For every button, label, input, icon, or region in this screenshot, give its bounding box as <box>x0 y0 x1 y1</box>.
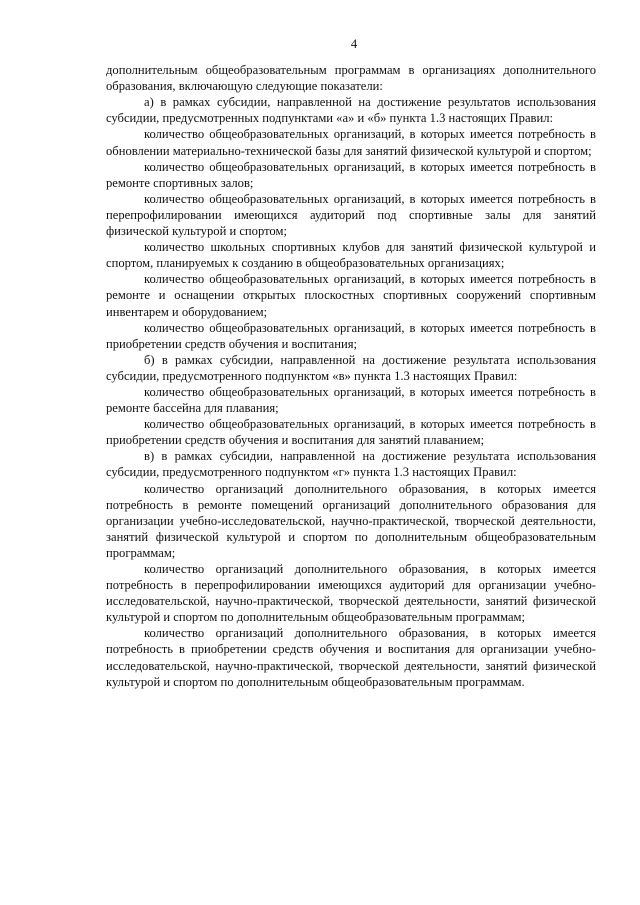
paragraph-indicator: количество общеобразовательных организаций, в которых имеется потребность в приобретении средств обучения и воспитания для занятий плаванием; <box>106 417 596 448</box>
paragraph-continuation: дополнительным общеобразовательным программам в организациях дополнительного образования, включающую следующие показатели: <box>106 63 596 94</box>
paragraph-item-b: б) в рамках субсидии, направленной на достижение результата использования субсидии, предусмотренного подпунктом «в» пункта 1.3 настоящих Правил: <box>106 352 596 383</box>
body-text <box>106 62 596 690</box>
paragraph-indicator: количество общеобразовательных организаций, в которых имеется потребность в ремонте и оснащении открытых плоскостных спортивных сооружений спортивным инвентарем и оборудованием; <box>106 272 596 319</box>
paragraph-indicator: количество школьных спортивных клубов для занятий физической культурой и спортом, планируемых к созданию в общеобразовательных организациях; <box>106 240 596 271</box>
paragraph-indicator: количество общеобразовательных организаций, в которых имеется потребность в ремонте спортивных залов; <box>106 159 596 190</box>
paragraph-item-a: а) в рамках субсидии, направленной на достижение результатов использования субсидии, предусмотренных подпунктами «а» и «б» пункта 1.3 настоящих Правил: <box>106 95 596 126</box>
paragraph-indicator: количество общеобразовательных организаций, в которых имеется потребность в перепрофилировании имеющихся аудиторий под спортивные залы для занятий физической культурой и спортом; <box>106 191 596 239</box>
paragraph-indicator: количество общеобразовательных организаций, в которых имеется потребность в ремонте бассейна для плавания; <box>106 384 596 416</box>
paragraph-indicator: количество общеобразовательных организаций, в которых имеется потребность в приобретении средств обучения и воспитания; <box>106 320 596 351</box>
paragraph-indicator: количество организаций дополнительного образования, в которых имеется потребность в приобретении средств обучения и воспитания для организации учебно-исследовательской, научно-практической, творческой деятельности, занятий физической культурой и спортом по дополнительным общеобразовательным программам. <box>106 626 596 689</box>
paragraph-indicator: количество организаций дополнительного образования, в которых имеется потребность в перепрофилировании имеющихся аудиторий для организации учебно-исследовательской, научно-практической, творческой деятельности, занятий физической культурой и спортом по дополнительным общеобразовательным программам; <box>106 562 596 625</box>
paragraph-item-c: в) в рамках субсидии, направленной на достижение результата использования субсидии, предусмотренного подпунктом «г» пункта 1.3 настоящих Правил: <box>106 449 596 480</box>
page-number: 4 <box>350 37 358 51</box>
paragraph-indicator: количество организаций дополнительного образования, в которых имеется потребность в ремонте помещений организаций дополнительного образования для организации учебно-исследовательской, научно-практической, творческой деятельности, занятий физической культурой и спортом по дополнительным общеобразовательным программам; <box>106 481 596 560</box>
paragraph-indicator: количество общеобразовательных организаций, в которых имеется потребность в обновлении материально-технической базы для занятий физической культурой и спортом; <box>106 127 596 158</box>
